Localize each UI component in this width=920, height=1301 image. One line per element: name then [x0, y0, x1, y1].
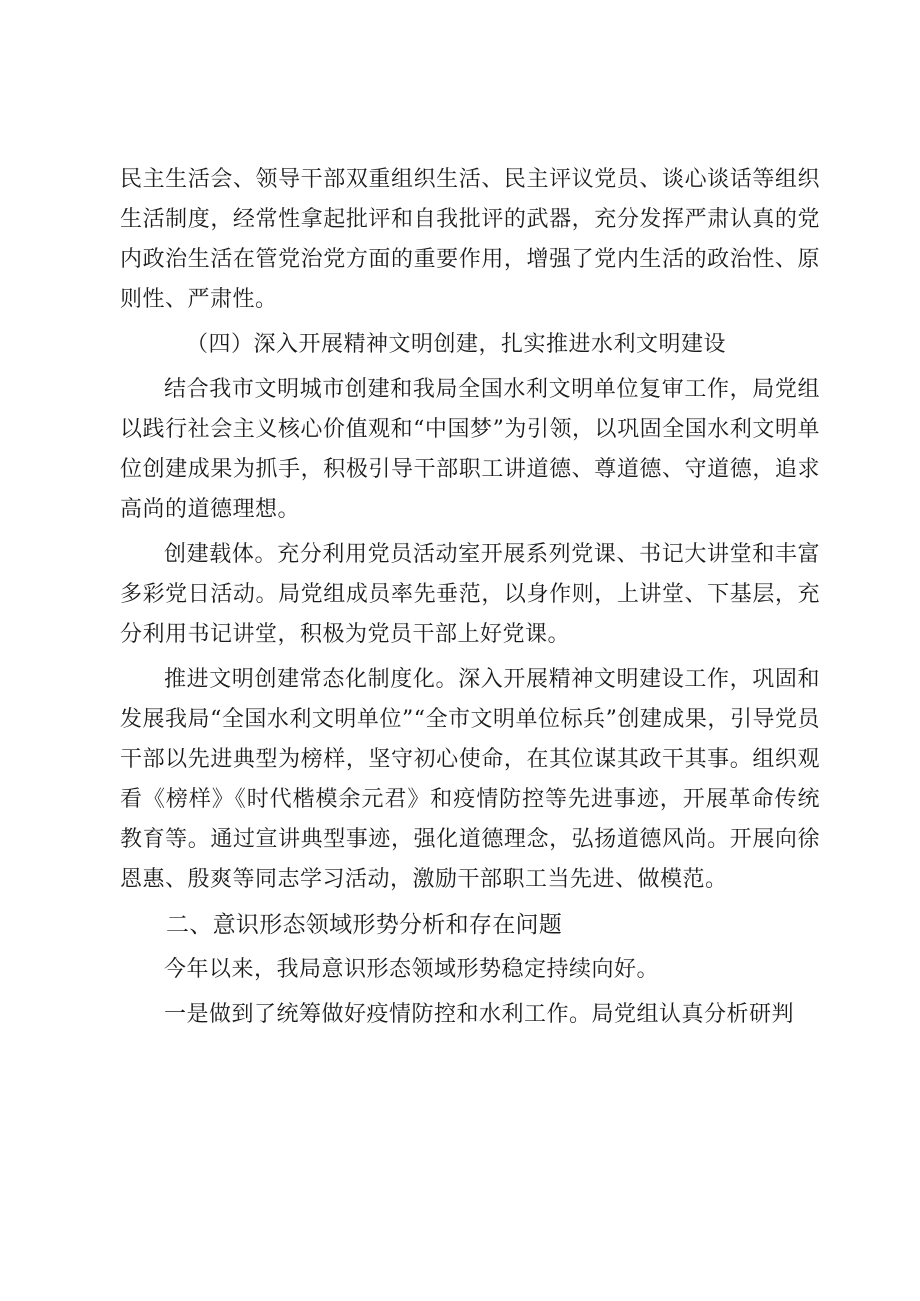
paragraph: 今年以来，我局意识形态领域形势稳定持续向好。	[164, 957, 660, 982]
paragraph: 创建载体。充分利用党员活动室开展系列党课、书记大讲堂和丰富多彩党日活动。局党组成员率先垂范，以身作则，上讲堂、下基层，充分利用书记讲堂，积极为党员干部上好党课。	[120, 542, 820, 647]
subsection-heading: （四）深入开展精神文明创建，扎实推进水利文明建设	[186, 332, 727, 357]
paragraph: 结合我市文明城市创建和我局全国水利文明单位复审工作，局党组以践行社会主义核心价值观和“中国梦”为引领，以巩固全国水利文明单位创建成果为抓手，积极引导干部职工讲道德、尊道德、守道德，追求高尚的道德理想。	[120, 377, 820, 522]
paragraph-continued: 民主生活会、领导干部双重组织生活、民主评议党员、谈心谈话等组织生活制度，经常性拿起批评和自我批评的武器，充分发挥严肃认真的党内政治生活在管党治党方面的重要作用，增强了党内生活的政治性、原则性、严肃性。	[120, 167, 820, 312]
paragraph: 推进文明创建常态化制度化。深入开展精神文明建设工作，巩固和发展我局“全国水利文明单位”“全市文明单位标兵”创建成果，引导党员干部以先进典型为榜样，坚守初心使命，在其位谋其政干其事。组织观看《榜样》《时代楷模余元君》和疫情防控等先进事迹，开展革命传统教育等。通过宣讲典型事迹，强化道德理念，弘扬道德风尚。开展向徐恩惠、殷爽等同志学习活动，激励干部职工当先进、做模范。	[120, 667, 820, 892]
document-body	[120, 160, 820, 1040]
section-heading: 二、意识形态领域形势分析和存在问题	[166, 912, 563, 938]
paragraph-truncated: 一是做到了统筹做好疫情防控和水利工作。局党组认真分析研判	[164, 1002, 795, 1027]
